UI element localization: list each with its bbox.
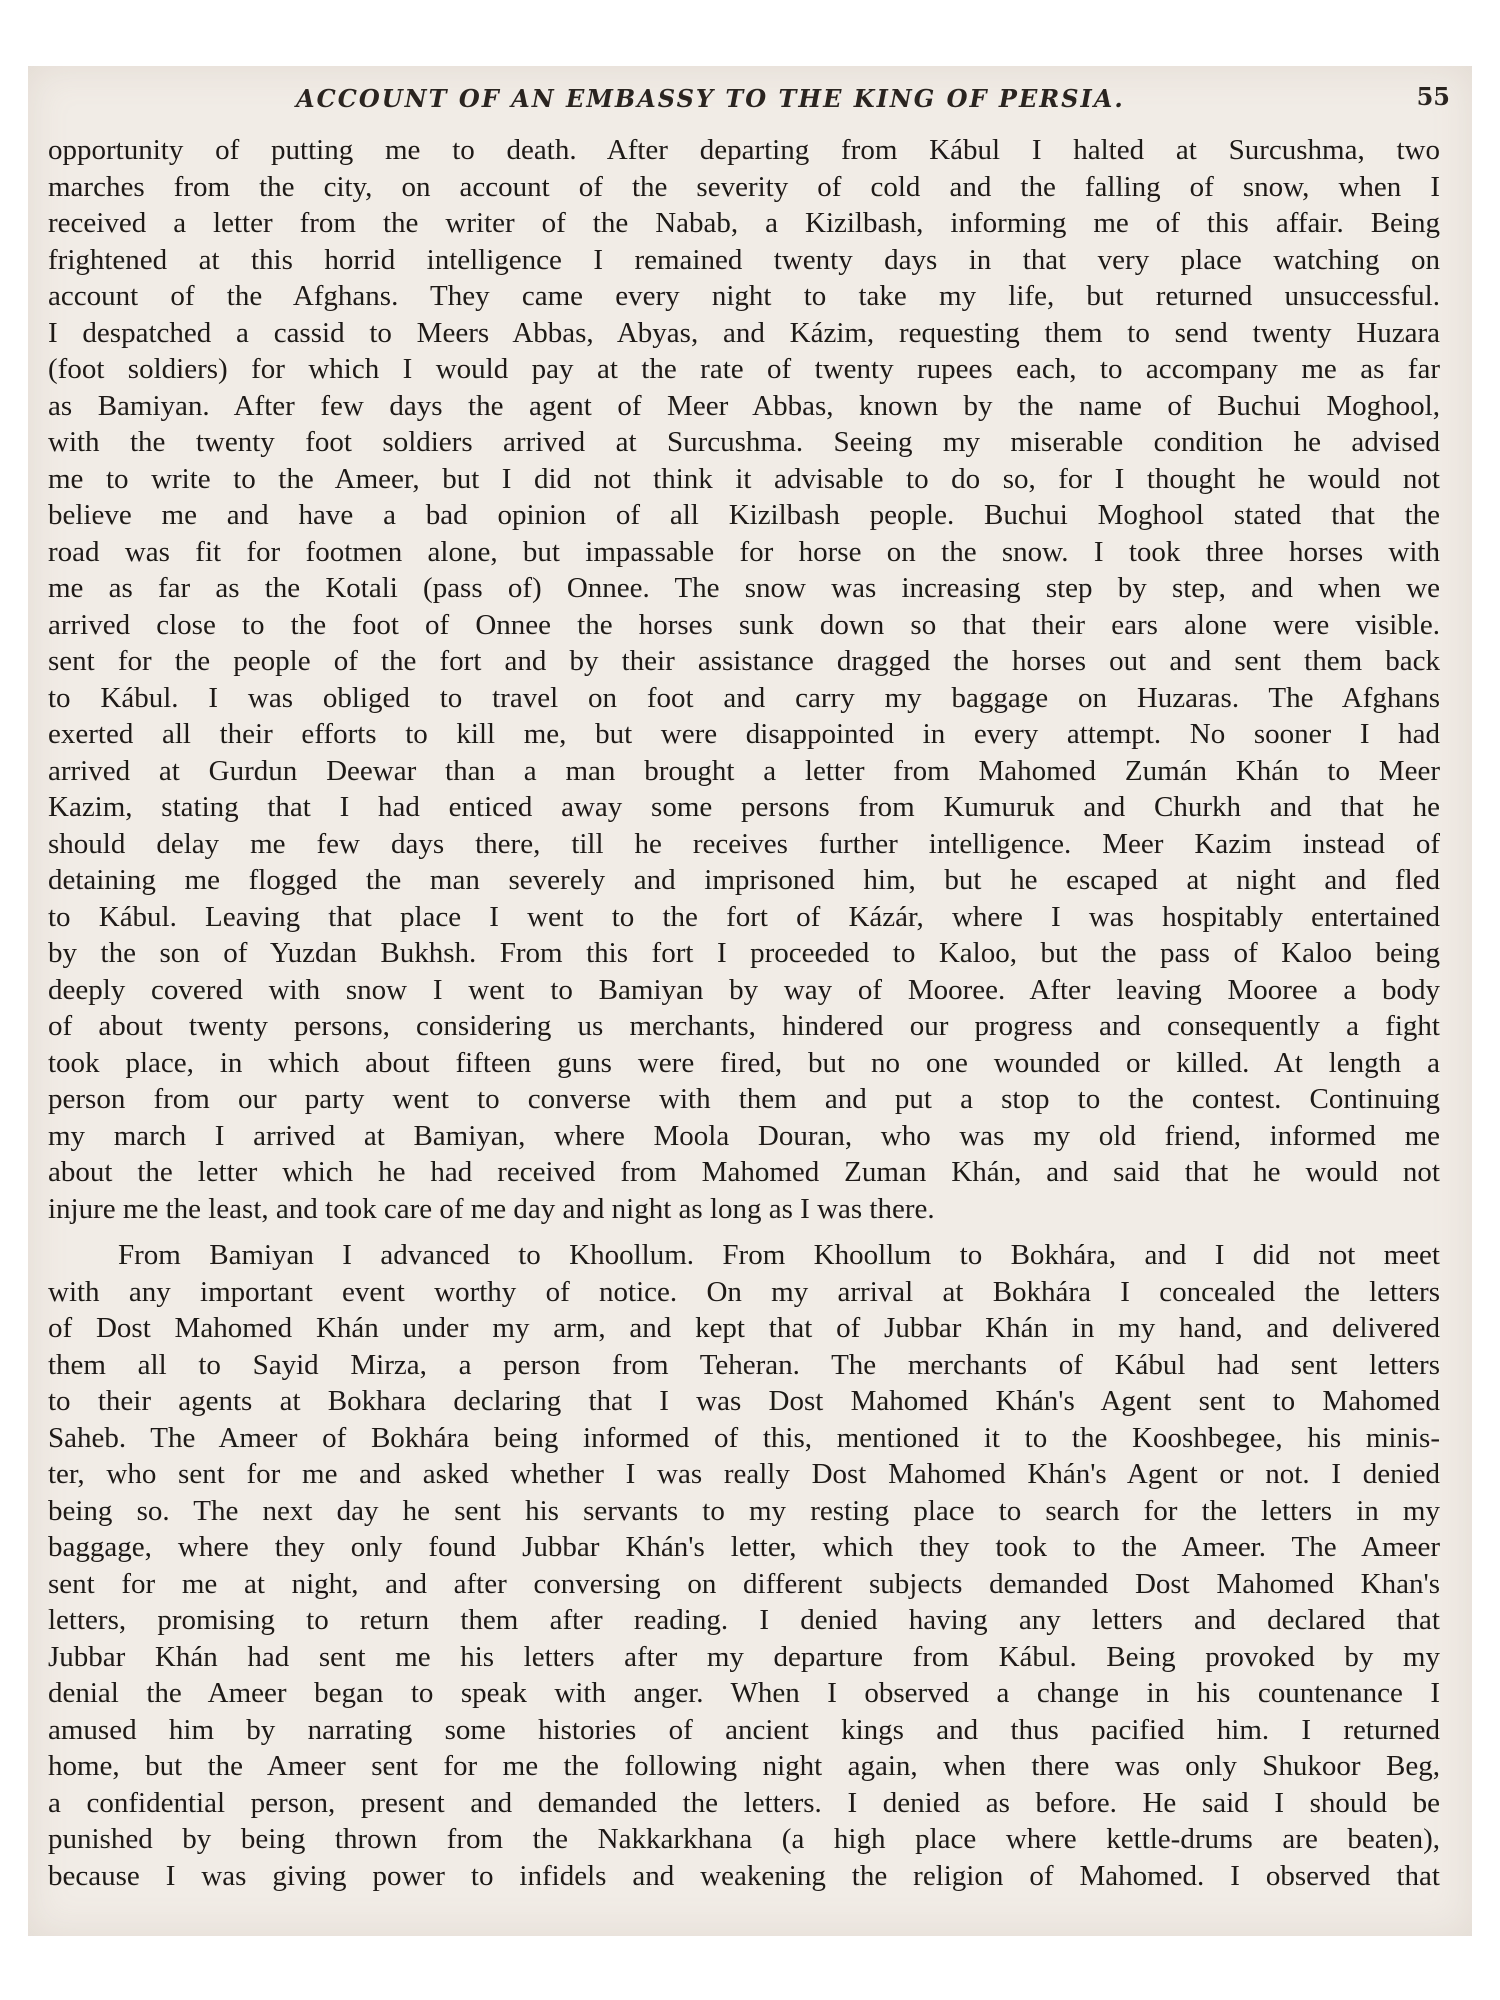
text-line: took place, in which about fifteen guns were fired, but no one wounded or killed. At length a [48, 1046, 1440, 1079]
text-line: person from our party went to converse with them and put a stop to the contest. Continuing [48, 1083, 1440, 1115]
text-line: home, but the Ameer sent for me the following night again, when there was only Shukoor Beg, [48, 1750, 1440, 1782]
text-line: detaining me flogged the man severely and imprisoned him, but he escaped at night and fled [48, 864, 1440, 896]
text-line: Jubbar Khán had sent me his letters after my departure from Kábul. Being provoked by my [48, 1640, 1440, 1673]
text-line: arrived close to the foot of Onnee the horses sunk down so that their ears alone were visible. [48, 608, 1440, 641]
paragraph-2 [48, 1237, 1440, 1894]
paragraph-1 [48, 132, 1440, 1227]
text-line: believe me and have a bad opinion of all Kizilbash people. Buchui Moghool stated that the [48, 499, 1440, 531]
text-line: about the letter which he had received from Mahomed Zuman Khán, and said that he would not [48, 1156, 1440, 1188]
text-line: amused him by narrating some histories of ancient kings and thus pacified him. I returned [48, 1713, 1440, 1746]
text-line: From Bamiyan I advanced to Khoollum. From Khoollum to Bokhára, and I did not meet [118, 1239, 1440, 1271]
text-line: punished by being thrown from the Nakkarkhana (a high place where kettle-drums are beaten), [48, 1823, 1440, 1855]
text-line: arrived at Gurdun Deewar than a man brought a letter from Mahomed Zumán Khán to Meer [48, 754, 1440, 787]
running-title: ACCOUNT OF AN EMBASSY TO THE KING OF PERSIA. [296, 84, 1125, 113]
text-line: because I was giving power to infidels and weakening the religion of Mahomed. I observed that [48, 1859, 1440, 1892]
text-line: injure me the least, and took care of me day and night as long as I was there. [48, 1192, 935, 1225]
text-line: ter, who sent for me and asked whether I was really Dost Mahomed Khán's Agent or not. I denied [48, 1458, 1440, 1490]
text-line: being so. The next day he sent his servants to my resting place to search for the letters in my [48, 1494, 1440, 1527]
page-number: 55 [1416, 82, 1450, 111]
text-line: sent for the people of the fort and by their assistance dragged the horses out and sent them back [48, 645, 1440, 677]
text-line: deeply covered with snow I went to Bamiyan by way of Mooree. After leaving Mooree a body [48, 973, 1440, 1006]
text-line: denial the Ameer began to speak with anger. When I observed a change in his countenance I [48, 1677, 1440, 1709]
text-line: a confidential person, present and demanded the letters. I denied as before. He said I should be [48, 1786, 1440, 1819]
text-line: Saheb. The Ameer of Bokhára being informed of this, mentioned it to the Kooshbegee, his minis- [48, 1421, 1440, 1454]
text-line: as Bamiyan. After few days the agent of Meer Abbas, known by the name of Buchui Moghool, [48, 389, 1440, 422]
text-line: of Dost Mahomed Khán under my arm, and kept that of Jubbar Khán in my hand, and delivered [48, 1312, 1440, 1344]
body-text [48, 132, 1440, 1894]
text-line: me as far as the Kotali (pass of) Onnee. The snow was increasing step by step, and when we [48, 572, 1440, 604]
text-line: to Kábul. I was obliged to travel on foot and carry my baggage on Huzaras. The Afghans [48, 681, 1440, 714]
text-line: my march I arrived at Bamiyan, where Moola Douran, who was my old friend, informed me [48, 1119, 1440, 1152]
text-line: frightened at this horrid intelligence I remained twenty days in that very place watching on [48, 243, 1440, 276]
text-line: (foot soldiers) for which I would pay at the rate of twenty rupees each, to accompany me as far [48, 353, 1440, 385]
text-line: should delay me few days there, till he receives further intelligence. Meer Kazim instead of [48, 827, 1440, 860]
text-line: letters, promising to return them after reading. I denied having any letters and declared that [48, 1604, 1440, 1636]
text-line: baggage, where they only found Jubbar Khán's letter, which they took to the Ameer. The Ameer [48, 1531, 1440, 1563]
text-line: opportunity of putting me to death. After departing from Kábul I halted at Surcushma, two [48, 134, 1440, 166]
text-line: by the son of Yuzdan Bukhsh. From this fort I proceeded to Kaloo, but the pass of Kaloo being [48, 937, 1440, 969]
text-line: exerted all their efforts to kill me, but were disappointed in every attempt. No sooner I had [48, 718, 1440, 750]
text-line: with the twenty foot soldiers arrived at Surcushma. Seeing my miserable condition he advised [48, 426, 1440, 458]
text-line: I despatched a cassid to Meers Abbas, Abyas, and Kázim, requesting them to send twenty Huzara [48, 316, 1440, 349]
text-line: to Kábul. Leaving that place I went to the fort of Kázár, where I was hospitably entertained [48, 900, 1440, 933]
book-page [28, 66, 1472, 1936]
text-line: road was fit for footmen alone, but impassable for horse on the snow. I took three horses with [48, 535, 1440, 568]
text-line: of about twenty persons, considering us merchants, hindered our progress and consequently a fight [48, 1010, 1440, 1042]
text-line: marches from the city, on account of the severity of cold and the falling of snow, when I [48, 170, 1440, 203]
text-line: with any important event worthy of notice. On my arrival at Bokhára I concealed the letters [48, 1275, 1440, 1308]
text-line: received a letter from the writer of the Nabab, a Kizilbash, informing me of this affair. Being [48, 207, 1440, 239]
text-line: sent for me at night, and after conversing on different subjects demanded Dost Mahomed Khan's [48, 1567, 1440, 1600]
text-line: account of the Afghans. They came every night to take my life, but returned unsuccessful. [48, 280, 1440, 312]
text-line: them all to Sayid Mirza, a person from Teheran. The merchants of Kábul had sent letters [48, 1348, 1440, 1381]
running-head [28, 70, 1472, 130]
text-line: Kazim, stating that I had enticed away some persons from Kumuruk and Churkh and that he [48, 791, 1440, 823]
text-line: me to write to the Ameer, but I did not think it advisable to do so, for I thought he would not [48, 462, 1440, 495]
text-line: to their agents at Bokhara declaring that I was Dost Mahomed Khán's Agent sent to Mahomed [48, 1385, 1440, 1417]
